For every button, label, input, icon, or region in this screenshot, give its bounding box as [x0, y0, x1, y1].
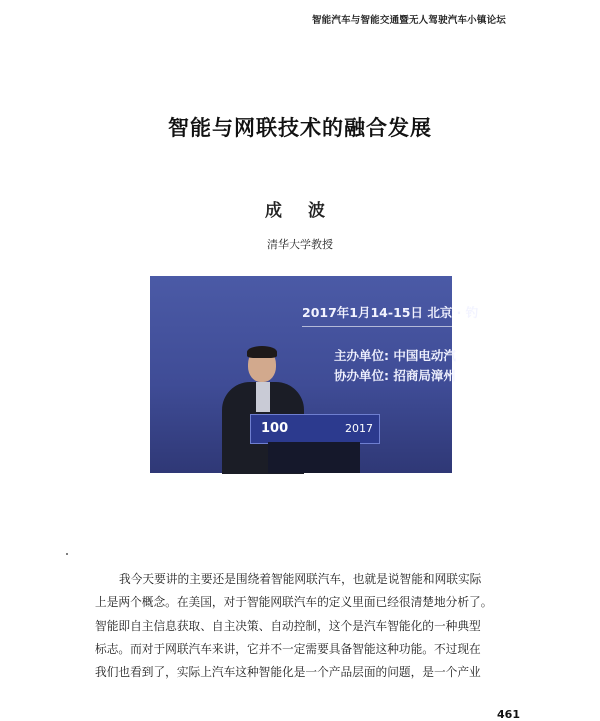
banner-cohost: 协办单位: 招商局漳州 — [334, 368, 456, 383]
banner-divider — [302, 326, 462, 327]
body-line: 我们也看到了，实际上汽车这种智能化是一个产品层面的问题，是一个产业 — [95, 665, 481, 680]
stray-dot — [66, 553, 68, 555]
body-line: 上是两个概念。在美国，对于智能网联汽车的定义里面已经很清楚地分析了。 — [95, 595, 493, 610]
lectern — [250, 414, 380, 444]
lectern-year: 2017 — [345, 422, 373, 435]
body-line: 标志。而对于网联汽车来讲，它并不一定需要具备智能这种功能。不过现在 — [95, 641, 481, 656]
banner-host: 主办单位: 中国电动汽 — [334, 348, 456, 363]
body-line: 我今天要讲的主要还是围绕着智能网联汽车，也就是说智能和网联实际 — [119, 572, 482, 586]
article-title: 智能与网联技术的融合发展 — [168, 116, 432, 140]
author-affiliation: 清华大学教授 — [267, 238, 333, 251]
lectern-logo: 100 — [261, 421, 289, 436]
author-name: 成 波 — [265, 201, 335, 221]
speaker-hair — [247, 346, 277, 358]
body-line: 智能即自主信息获取、自主决策、自动控制，这个是汽车智能化的一种典型 — [95, 618, 481, 633]
page-number: 461 — [497, 708, 520, 721]
lectern-base — [268, 442, 360, 473]
speaker-shirt — [256, 382, 270, 412]
speaker-photo — [150, 276, 479, 473]
body-paragraph — [95, 568, 513, 684]
banner-date: 2017年1月14-15日 北京 · 钓 — [302, 305, 479, 320]
running-head: 智能汽车与智能交通暨无人驾驶汽车小镇论坛 — [311, 15, 506, 26]
